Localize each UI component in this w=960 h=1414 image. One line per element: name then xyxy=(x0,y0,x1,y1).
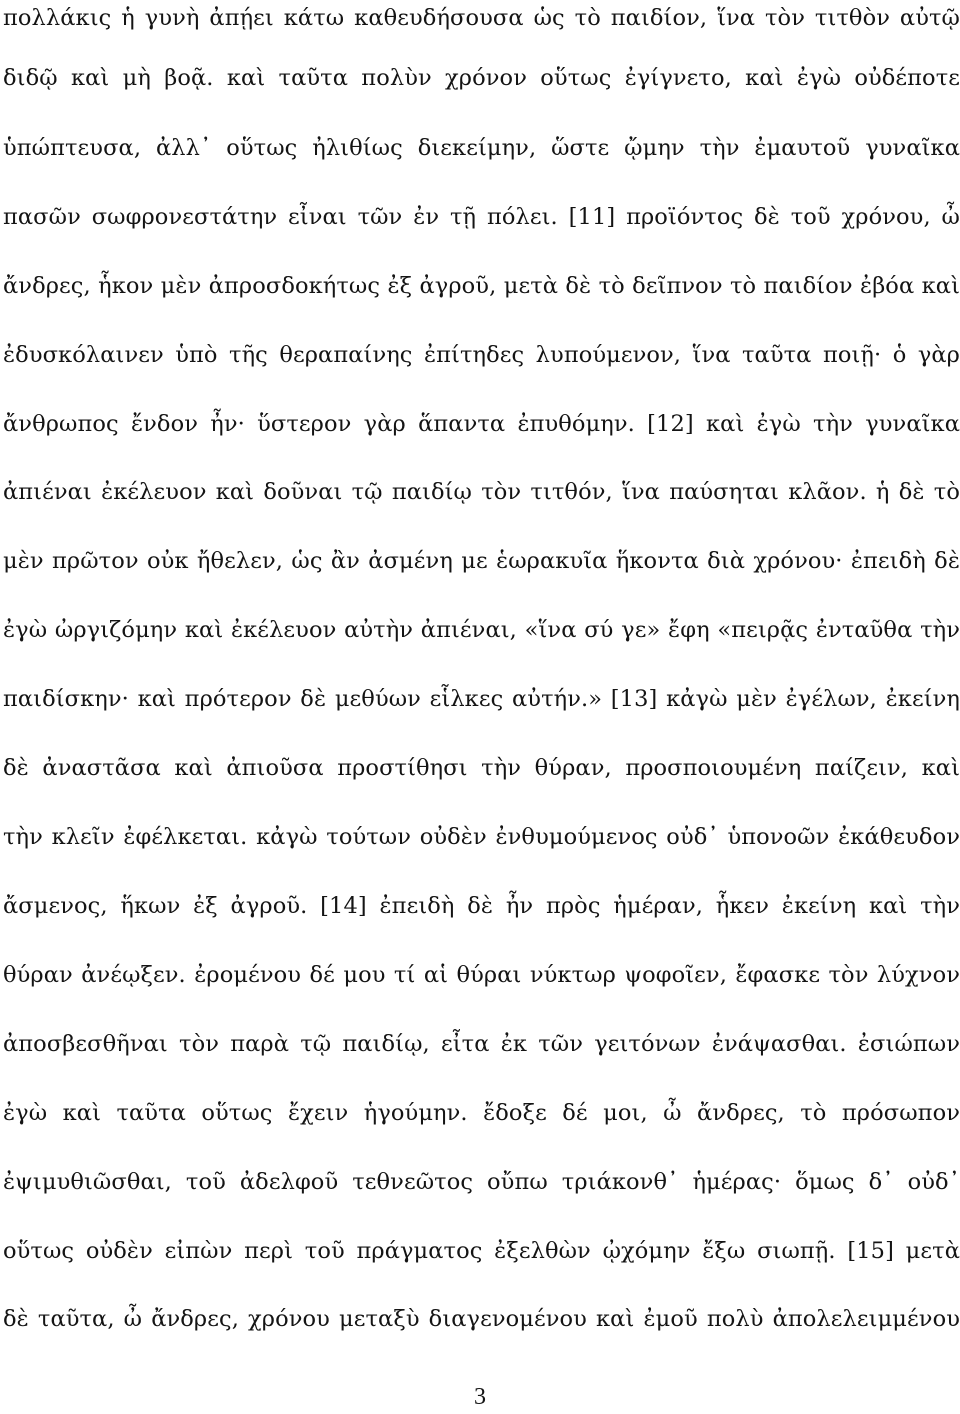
text-line-18: ἐψιμυθιῶσθαι, τοῦ ἀδελφοῦ τεθνεῶτος οὔπω τριάκονθ᾽ ἡμέρας· ὅμως δ᾽ οὐδ᾽ xyxy=(3,1169,960,1195)
page-number: 3 xyxy=(474,1384,486,1410)
text-line-10: ἐγὼ ὠργιζόμην καὶ ἐκέλευον αὐτὴν ἀπιέναι, «ἵνα σύ γε» ἔφη «πειρᾷς ἐνταῦθα τὴν xyxy=(3,617,960,643)
text-line-3: ὑπώπτευσα, ἀλλ᾽ οὕτως ἠλιθίως διεκείμην, ὥστε ᾤμην τὴν ἐμαυτοῦ γυναῖκα xyxy=(3,135,960,161)
text-line-2: διδῷ καὶ μὴ βοᾷ. καὶ ταῦτα πολὺν χρόνον οὕτως ἐγίγνετο, καὶ ἐγὼ οὐδέποτε xyxy=(3,65,960,91)
text-line-12: δὲ ἀναστᾶσα καὶ ἀπιοῦσα προστίθησι τὴν θύραν, προσποιουμένη παίζειν, καὶ xyxy=(3,755,960,781)
text-line-16: ἀποσβεσθῆναι τὸν παρὰ τῷ παιδίῳ, εἶτα ἐκ τῶν γειτόνων ἐνάψασθαι. ἐσιώπων xyxy=(3,1031,960,1057)
text-line-4: πασῶν σωφρονεστάτην εἶναι τῶν ἐν τῇ πόλει. [11] προϊόντος δὲ τοῦ χρόνου, ὦ xyxy=(3,204,960,230)
text-line-14: ἄσμενος, ἥκων ἐξ ἀγροῦ. [14] ἐπειδὴ δὲ ἦν πρὸς ἡμέραν, ἧκεν ἐκείνη καὶ τὴν xyxy=(3,893,960,919)
text-line-6: ἐδυσκόλαινεν ὑπὸ τῆς θεραπαίνης ἐπίτηδες λυπούμενον, ἵνα ταῦτα ποιῇ· ὁ γὰρ xyxy=(3,342,960,368)
text-line-17: ἐγὼ καὶ ταῦτα οὕτως ἔχειν ἡγούμην. ἔδοξε δέ μοι, ὦ ἄνδρες, τὸ πρόσωπον xyxy=(3,1100,960,1126)
text-line-8: ἀπιέναι ἐκέλευον καὶ δοῦναι τῷ παιδίῳ τὸν τιτθόν, ἵνα παύσηται κλᾶον. ἡ δὲ τὸ xyxy=(3,479,960,505)
text-line-13: τὴν κλεῖν ἐφέλκεται. κἀγὼ τούτων οὐδὲν ἐνθυμούμενος οὐδ᾽ ὑπονοῶν ἐκάθευδον xyxy=(3,824,960,850)
text-line-5: ἄνδρες, ἧκον μὲν ἀπροσδοκήτως ἐξ ἀγροῦ, μετὰ δὲ τὸ δεῖπνον τὸ παιδίον ἐβόα καὶ xyxy=(3,273,960,299)
text-line-1: πολλάκις ἡ γυνὴ ἀπῄει κάτω καθευδήσουσα ὡς τὸ παιδίον, ἵνα τὸν τιτθὸν αὐτῷ xyxy=(3,5,960,31)
text-line-7: ἄνθρωπος ἔνδον ἦν· ὕστερον γὰρ ἅπαντα ἐπυθόμην. [12] καὶ ἐγὼ τὴν γυναῖκα xyxy=(3,411,960,437)
text-line-15: θύραν ἀνέῳξεν. ἐρομένου δέ μου τί αἱ θύραι νύκτωρ ψοφοῖεν, ἔφασκε τὸν λύχνον xyxy=(3,962,960,988)
text-line-20: δὲ ταῦτα, ὦ ἄνδρες, χρόνου μεταξὺ διαγενομένου καὶ ἐμοῦ πολὺ ἀπολελειμμένου xyxy=(3,1306,960,1332)
text-line-9: μὲν πρῶτον οὐκ ἤθελεν, ὡς ἂν ἀσμένη με ἑωρακυῖα ἥκοντα διὰ χρόνου· ἐπειδὴ δὲ xyxy=(3,548,960,574)
text-line-11: παιδίσκην· καὶ πρότερον δὲ μεθύων εἷλκες αὐτήν.» [13] κἀγὼ μὲν ἐγέλων, ἐκείνη xyxy=(3,686,960,712)
text-line-19: οὕτως οὐδὲν εἰπὼν περὶ τοῦ πράγματος ἐξελθὼν ᾠχόμην ἔξω σιωπῇ. [15] μετὰ xyxy=(3,1238,960,1264)
